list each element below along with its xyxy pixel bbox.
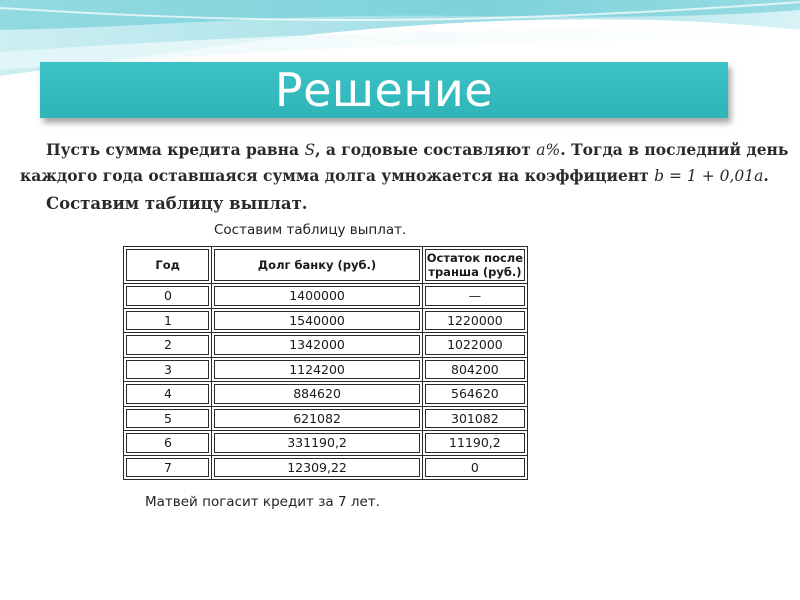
cell-year: 2 [124, 333, 212, 358]
cell-remainder: 804200 [422, 357, 527, 382]
table-row [124, 357, 528, 382]
header-debt: Долг банку (руб.) [212, 247, 422, 284]
cell-year: 6 [124, 431, 212, 456]
cell-year: 1 [124, 308, 212, 333]
table-row [124, 431, 528, 456]
cell-year: 7 [124, 455, 212, 480]
header-remainder: Остаток после транша (руб.) [422, 247, 527, 284]
table-row [124, 284, 528, 309]
cell-year: 5 [124, 406, 212, 431]
cell-debt: 1124200 [212, 357, 422, 382]
slide-title: Решение [274, 63, 494, 117]
text-segment: , а годовые составляют [315, 140, 537, 159]
cell-debt: 884620 [212, 382, 422, 407]
table-row [124, 382, 528, 407]
cell-debt: 1400000 [212, 284, 422, 309]
table-caption: Составим таблицу выплат. [214, 222, 407, 238]
cell-remainder: — [422, 284, 527, 309]
variable-a-percent: a% [536, 141, 561, 159]
cell-year: 0 [124, 284, 212, 309]
text-segment: . [763, 166, 769, 185]
cell-remainder: 301082 [422, 406, 527, 431]
problem-line-3: Составим таблицу выплат. [46, 194, 308, 213]
table-row [124, 308, 528, 333]
conclusion-text: Матвей погасит кредит за 7 лет. [145, 494, 380, 510]
cell-remainder: 1022000 [422, 333, 527, 358]
table-row [124, 406, 528, 431]
table-row [124, 455, 528, 480]
title-banner [40, 62, 728, 118]
variable-s: S [304, 141, 316, 159]
cell-year: 3 [124, 357, 212, 382]
table-row [124, 333, 528, 358]
payments-table [123, 246, 528, 480]
text-segment: Пусть сумма кредита равна [46, 140, 305, 159]
text-segment: . Тогда в последний день [560, 140, 789, 159]
cell-debt: 621082 [212, 406, 422, 431]
cell-debt: 1540000 [212, 308, 422, 333]
cell-remainder: 1220000 [422, 308, 527, 333]
table-header-row [124, 247, 528, 284]
cell-remainder: 564620 [422, 382, 527, 407]
cell-remainder: 0 [422, 455, 527, 480]
cell-debt: 1342000 [212, 333, 422, 358]
problem-line-2 [20, 166, 780, 185]
cell-debt: 331190,2 [212, 431, 422, 456]
header-year: Год [124, 247, 212, 284]
coefficient-formula: b = 1 + 0,01a [654, 167, 764, 185]
cell-debt: 12309,22 [212, 455, 422, 480]
cell-year: 4 [124, 382, 212, 407]
cell-remainder: 11190,2 [422, 431, 527, 456]
text-segment: каждого года оставшаяся сумма долга умножается на коэффициент [20, 166, 655, 185]
problem-line-1 [46, 140, 800, 159]
